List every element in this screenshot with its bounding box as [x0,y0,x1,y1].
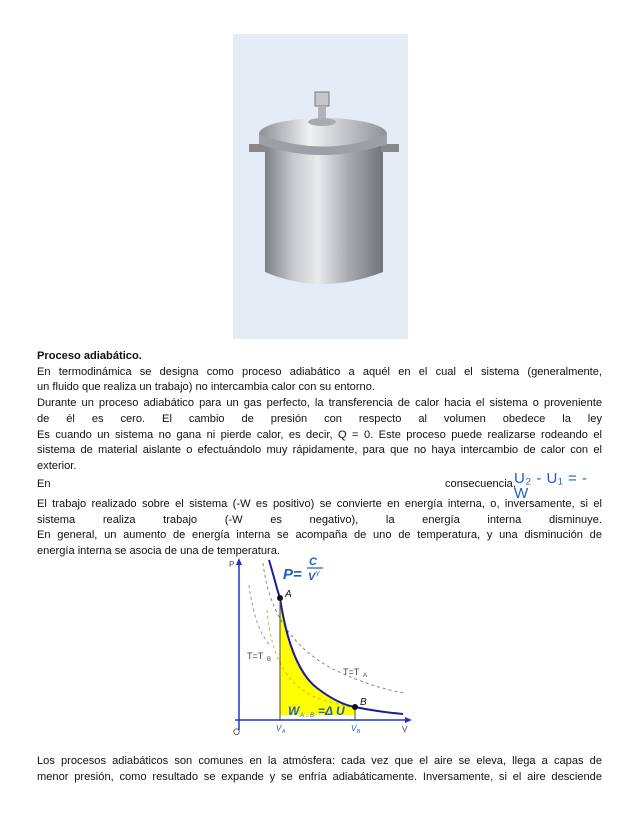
section-heading: Proceso adiabático. [37,350,142,362]
pv-diagram [225,555,415,740]
paragraph-line: Durante un proceso adiabático para un gas perfecto, la transferencia de calor hacia el sistema o proveniente [37,397,602,410]
paragraph-line: energía interna se asocia de una de temperatura. [37,545,280,558]
point-b-dot [352,704,358,710]
text-section-adiabatic [37,349,602,503]
point-a-dot [277,595,283,601]
text-section-work [37,497,602,560]
v-axis-arrow [405,717,412,723]
isotherm-b-subscript: B [267,657,272,663]
curve-equation-label: P= [283,566,302,583]
paragraph-line: exterior. [37,459,77,472]
paragraph-line: En termodinámica se designa como proceso adiabático a aquél en el cual el sistema (generalmente, [37,365,602,378]
work-equals-label: =Δ U [318,704,345,718]
paragraph-line: Es cuando un sistema no gana ni pierde calor, es decir, Q = 0. Este proceso puede realizarse rodeando el [37,428,602,441]
paragraph-line: un fluido que realiza un trabajo) no intercambia calor con su entorno. [37,381,375,394]
paragraph-line: menor presión, como resultado se expande y se enfría adiabáticamente. Inversamente, si el aire desciende [37,770,602,783]
vb-subscript: B [357,729,361,735]
equation-line [37,469,602,503]
point-b-label: B [360,697,367,708]
work-area [280,598,355,715]
paragraph-line: sistema realiza trabajo (-W es negativo), la energía interna disminuye. [37,513,602,526]
vb-label: V [351,724,357,733]
equation-prefix: En [37,477,51,490]
curve-equation-denominator: V [308,571,316,583]
isotherm-left [249,585,270,645]
paragraph-line: de él es cero. El cambio de presión con respecto al volumen obedece la ley [37,412,602,425]
paragraph-line: sistema de material aislante o efectuándolo muy rápidamente, para que no haya intercambio de calor con el [37,444,602,457]
paragraph-line: En general, un aumento de energía interna se acompaña de uno de temperatura, y una disminución de [37,529,602,542]
v-axis-label: V [402,725,408,734]
isotherm-a-label: T=T [343,667,360,677]
isotherm-b-label: T=T [247,651,264,661]
p-axis-arrow [236,558,242,565]
va-label: V [276,724,282,733]
first-law-formula: U₂ - U₁ = - W [514,469,588,503]
curve-equation-numerator: C [309,556,317,568]
text-section-atmosphere [37,754,602,785]
pressure-cooker-photo [233,34,408,339]
paragraph-line: El trabajo realizado sobre el sistema (-W es positivo) se convierte en energía interna, o, inversamente, si el [37,498,602,510]
curve-equation-exponent: γ [316,570,320,577]
point-a-label: A [285,589,292,600]
p-axis-label: P [229,560,235,569]
va-subscript: A [282,729,286,735]
isotherm-a-subscript: A [363,673,368,679]
origin-label: O [233,727,241,737]
work-subscript: A→B [300,713,315,719]
work-label: W [288,704,300,718]
equation-consequence: consecuencia, [445,477,516,490]
paragraph-line: Los procesos adiabáticos son comunes en la atmósfera: cada vez que el aire se eleva, llega a capas de [37,755,602,767]
